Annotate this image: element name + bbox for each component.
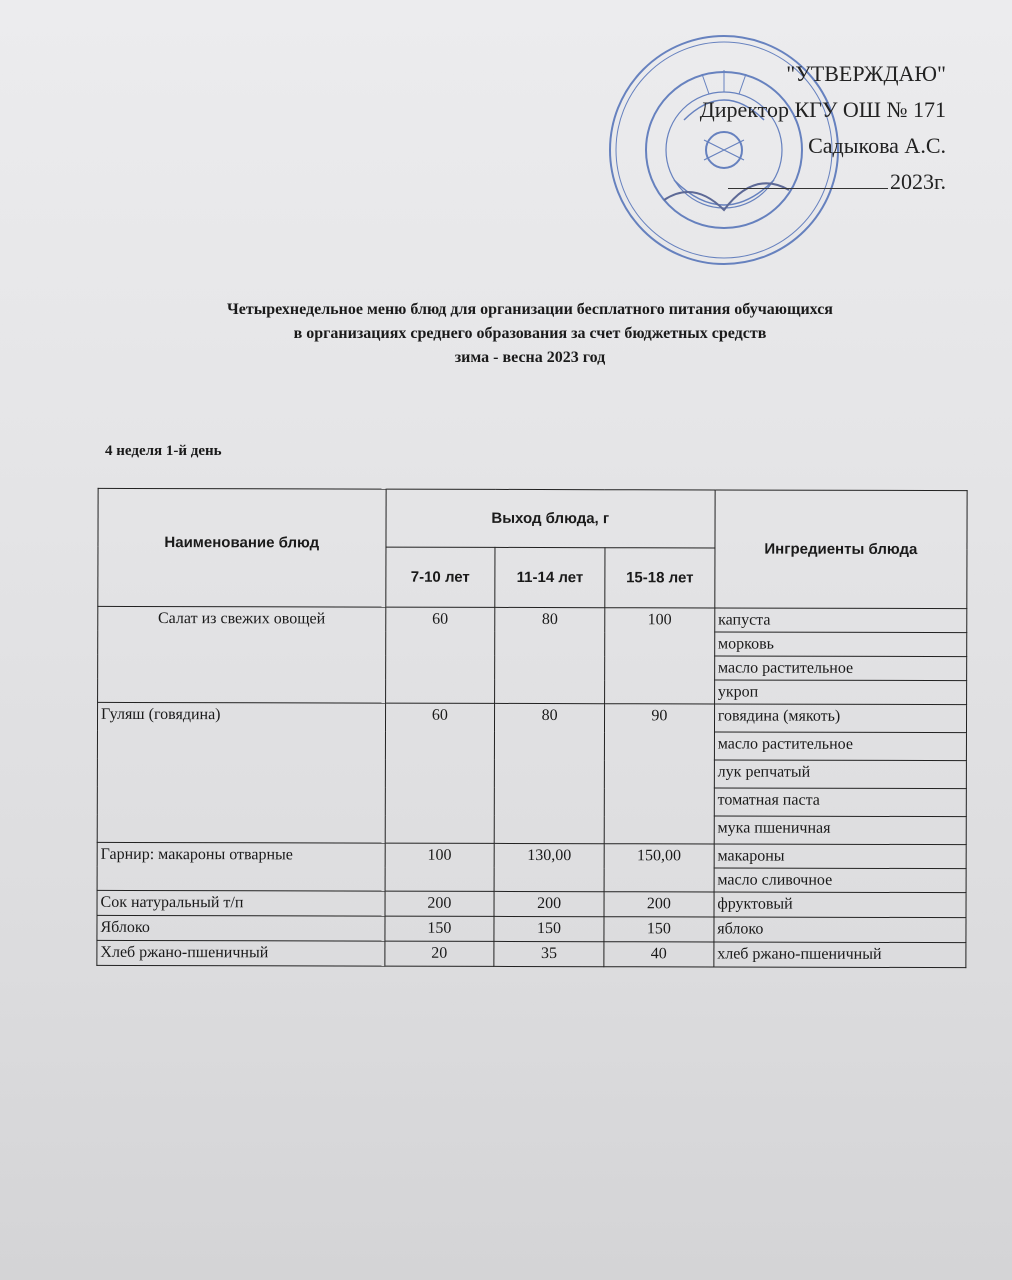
output-15-18: 150,00	[604, 844, 714, 892]
ingredient: томатная паста	[714, 788, 966, 817]
menu-table	[96, 488, 967, 968]
table-row	[97, 915, 966, 942]
ingredient: хлеб ржано-пшеничный	[714, 942, 966, 968]
header-age-11-14: 11-14 лет	[495, 547, 605, 607]
table-row	[97, 702, 966, 732]
header-age-15-18: 15-18 лет	[605, 548, 715, 608]
output-11-14: 35	[494, 941, 604, 966]
ingredient: масло сливочное	[714, 868, 966, 893]
output-7-10: 60	[385, 607, 495, 703]
header-age-7-10: 7-10 лет	[385, 547, 495, 607]
ingredient: мука пшеничная	[714, 816, 966, 845]
output-15-18: 150	[604, 917, 714, 942]
title-line-1: Четырехнедельное меню блюд для организации бесплатного питания обучающихся	[227, 301, 833, 318]
table-row	[97, 890, 966, 917]
header-output: Выход блюда, г	[386, 489, 715, 548]
output-7-10: 20	[385, 941, 495, 966]
title-line-3: зима - весна 2023 год	[454, 349, 606, 366]
dish-name: Гуляш (говядина)	[97, 702, 385, 843]
output-7-10: 100	[385, 843, 495, 891]
ingredient: говядина (мякоть)	[714, 704, 966, 733]
approval-position: Директор КГУ ОШ № 171	[699, 97, 946, 122]
dish-name: Гарнир: макароны отварные	[97, 842, 385, 891]
table-row	[98, 606, 967, 632]
ingredient: масло растительное	[714, 656, 966, 681]
date-blank-line	[728, 168, 888, 189]
header-ingredients: Ингредиенты блюда	[715, 490, 967, 609]
output-11-14: 130,00	[494, 843, 604, 891]
ingredient: макароны	[714, 844, 966, 869]
table-row	[97, 940, 966, 967]
ingredient: масло растительное	[714, 732, 966, 761]
dish-name: Сок натуральный т/п	[97, 890, 385, 916]
header-dish-name: Наименование блюд	[98, 476, 386, 595]
output-11-14: 80	[494, 703, 604, 843]
output-11-14: 150	[494, 916, 604, 941]
output-7-10: 150	[385, 916, 495, 941]
day-label: 4 неделя 1-й день	[105, 443, 222, 459]
output-15-18: 200	[604, 892, 714, 917]
ingredient: капуста	[715, 608, 967, 633]
output-15-18: 90	[604, 704, 714, 844]
dish-name: Салат из свежих овощей	[98, 606, 386, 703]
approval-date	[728, 164, 946, 200]
output-15-18: 100	[605, 608, 715, 704]
ingredient: морковь	[715, 632, 967, 657]
ingredient: яблоко	[714, 917, 966, 943]
output-11-14: 200	[494, 891, 604, 916]
approval-heading: "УТВЕРЖДАЮ"	[786, 61, 946, 86]
output-15-18: 40	[604, 942, 714, 967]
table-row	[97, 842, 966, 868]
approval-date-suffix: 2023г.	[889, 169, 946, 194]
output-7-10: 200	[385, 891, 495, 916]
approval-name: Садыкова А.С.	[808, 133, 946, 158]
dish-name: Хлеб ржано-пшеничный	[97, 940, 385, 966]
title-line-2: в организациях среднего образования за счет бюджетных средств	[293, 325, 767, 342]
output-7-10: 60	[385, 703, 495, 843]
ingredient: лук репчатый	[714, 760, 966, 789]
ingredient: укроп	[714, 680, 966, 705]
approval-block	[700, 56, 946, 200]
document-title	[0, 298, 1012, 370]
dish-name: Яблоко	[97, 915, 385, 941]
menu-body	[97, 606, 967, 967]
output-11-14: 80	[495, 607, 605, 703]
ingredient: фруктовый	[714, 892, 966, 918]
